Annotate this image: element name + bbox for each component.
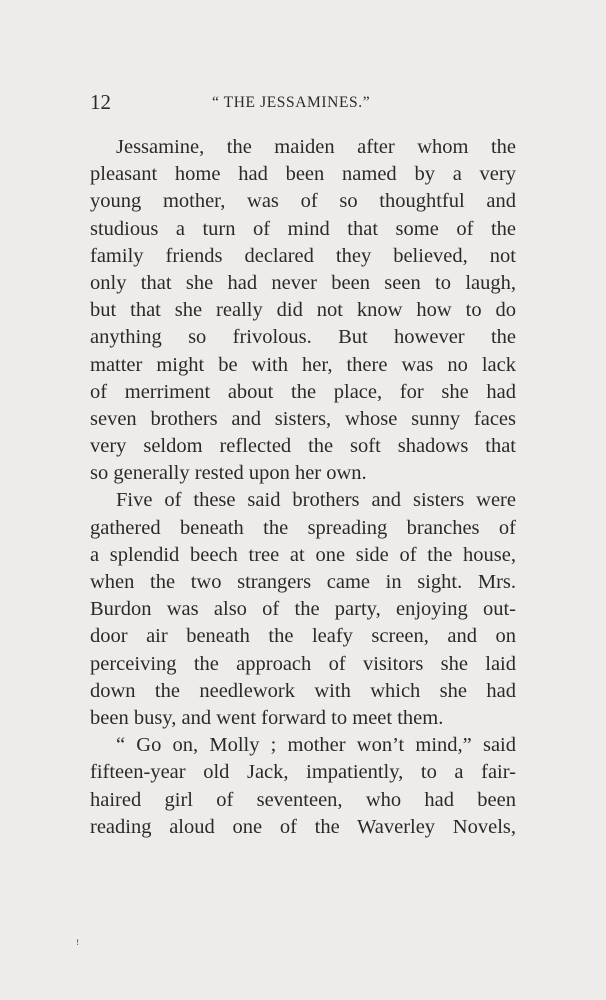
text-line: matter might be with her, there was no lack — [90, 353, 516, 376]
text-line: a splendid beech tree at one side of the house, — [90, 543, 516, 566]
text-line: studious a turn of mind that some of the — [90, 217, 516, 240]
text-line: pleasant home had been named by a very — [90, 163, 516, 186]
text-line: very seldom reflected the soft shadows that — [90, 435, 516, 458]
stray-ink-mark: ꜝ — [76, 938, 80, 953]
paragraph-3 — [90, 732, 516, 841]
text-line: of merriment about the place, for she had — [90, 380, 516, 403]
body-text — [90, 134, 516, 841]
text-line: Five of these said brothers and sisters were — [116, 489, 516, 512]
text-line: haired girl of seventeen, who had been — [90, 788, 516, 811]
text-line: so generally rested upon her own. — [90, 462, 367, 485]
running-head — [90, 88, 520, 116]
text-line: when the two strangers came in sight. Mrs. — [90, 571, 516, 593]
text-line: reading aloud one of the Waverley Novels, — [90, 815, 516, 838]
paragraph-1 — [90, 134, 516, 487]
paragraph-2 — [90, 487, 516, 732]
text-line: door air beneath the leafy screen, and on — [90, 625, 516, 648]
text-line: young mother, was of so thoughtful and — [90, 190, 516, 213]
page-number: 12 — [90, 90, 111, 114]
text-line: gathered beneath the spreading branches of — [90, 516, 516, 539]
text-line: been busy, and went forward to meet them. — [90, 706, 444, 729]
text-line: Burdon was also of the party, enjoying out- — [90, 598, 516, 621]
text-line: down the needlework with which she had — [90, 679, 516, 702]
running-title: “ THE JESSAMINES.” — [212, 94, 371, 111]
text-line: perceiving the approach of visitors she laid — [90, 652, 516, 675]
text-line: family friends declared they believed, not — [90, 244, 516, 267]
text-line: anything so frivolous. But however the — [90, 326, 516, 349]
text-line: “ Go on, Molly ; mother won’t mind,” said — [116, 734, 516, 757]
text-line: Jessamine, the maiden after whom the — [116, 136, 516, 158]
text-line: but that she really did not know how to do — [90, 299, 516, 322]
text-line: only that she had never been seen to laugh, — [90, 271, 516, 294]
text-line: fifteen-year old Jack, impatiently, to a fair- — [90, 761, 516, 784]
text-line: seven brothers and sisters, whose sunny faces — [90, 407, 516, 430]
